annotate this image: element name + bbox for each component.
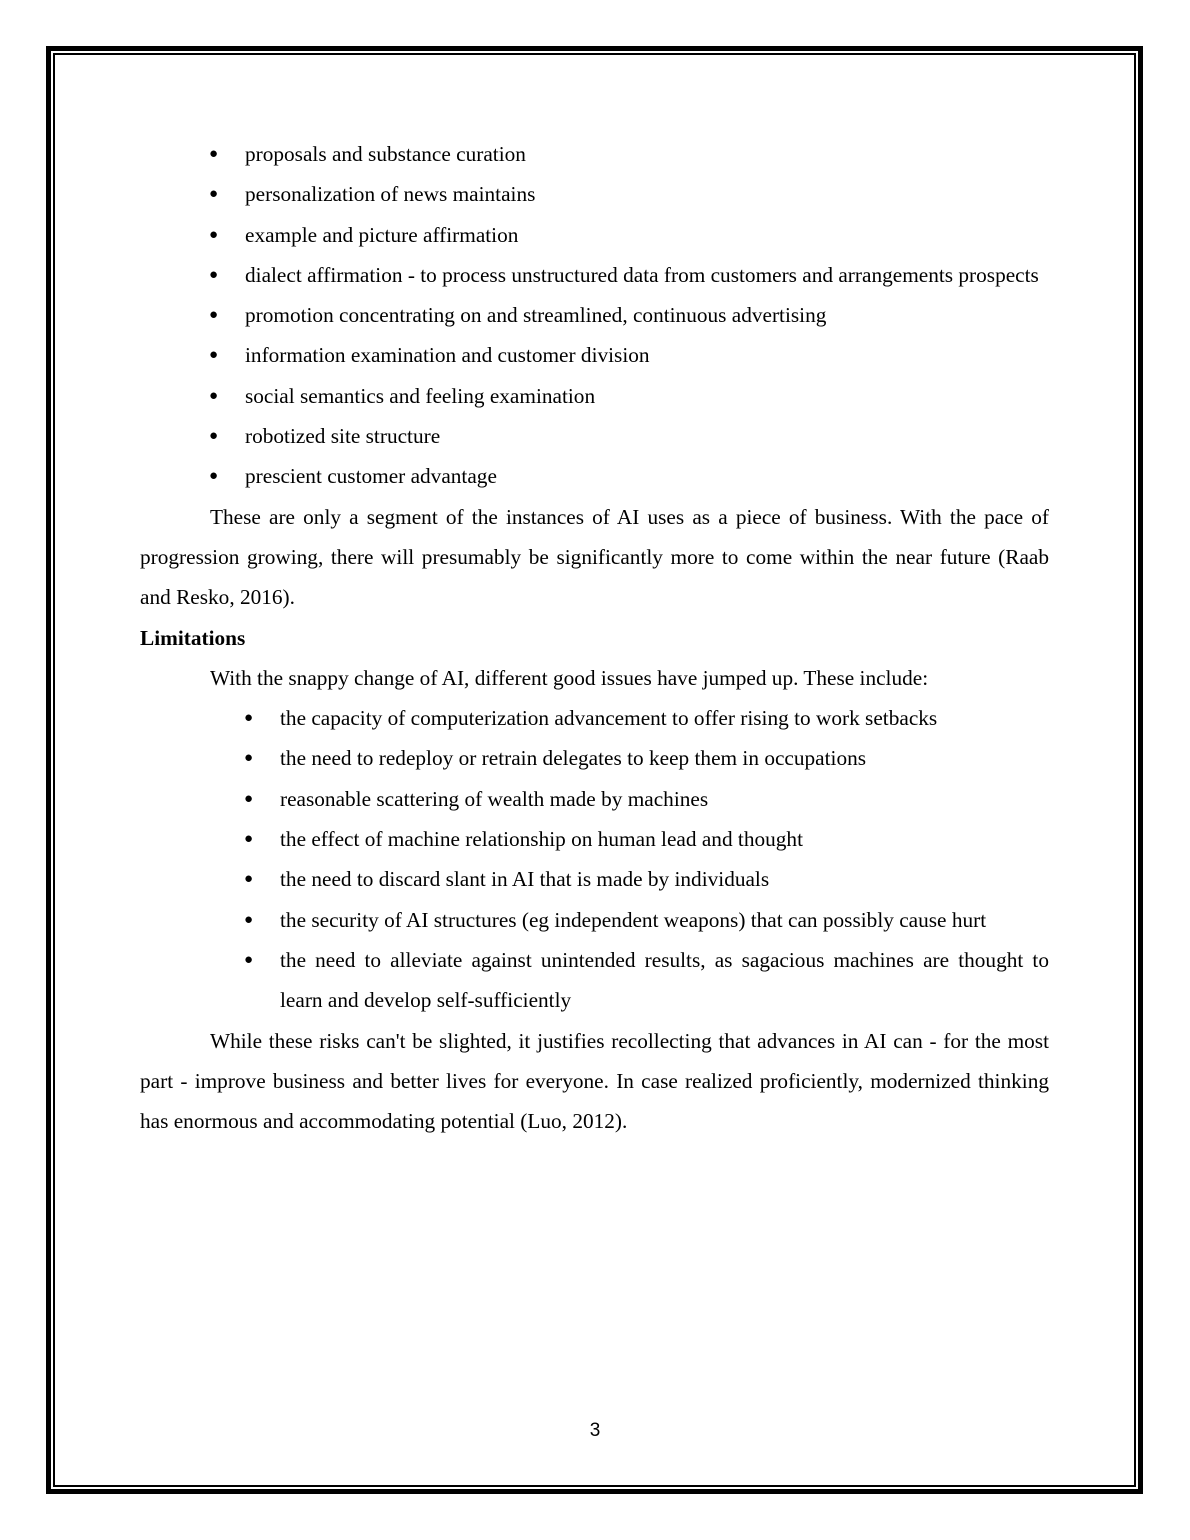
list-item: ● the effect of machine relationship on human lead and thought (140, 819, 1049, 859)
list-item: ● dialect affirmation - to process unstructured data from customers and arrangements prospects (140, 255, 1049, 295)
bullet-icon: ● (244, 871, 254, 888)
paragraph-conclusion: While these risks can't be slighted, it justifies recollecting that advances in AI can - for the most part - improve business and better lives for everyone. In case realized proficiently, modernized thinking has enormous and accommodating potential (Luo, 2012). (140, 1028, 1049, 1134)
paragraph-ai-uses-summary: These are only a segment of the instances of AI uses as a piece of business. With the pace of progression growing, there will presumably be significantly more to come within the near future (Raab and Resko, 2016). (140, 504, 1049, 610)
list-item: ● the security of AI structures (eg independent weapons) that can possibly cause hurt (140, 900, 1049, 940)
bullet-icon: ● (244, 790, 254, 807)
section-heading-limitations: Limitations (140, 625, 246, 650)
bullet-icon: ● (244, 831, 254, 848)
bullet-icon: ● (209, 226, 219, 243)
document-body (140, 134, 1049, 1141)
bullet-icon: ● (244, 710, 254, 727)
list-item: ● prescient customer advantage (140, 456, 1049, 496)
bullet-icon: ● (209, 387, 219, 404)
limitations-list (140, 698, 1049, 1020)
list-item: ● social semantics and feeling examination (140, 376, 1049, 416)
list-item: ● information examination and customer division (140, 335, 1049, 375)
bullet-icon: ● (209, 266, 219, 283)
list-item: ● proposals and substance curation (140, 134, 1049, 174)
bullet-icon: ● (209, 428, 219, 445)
list-item: ● the need to alleviate against unintended results, as sagacious machines are thought to learn and develop self-sufficiently (140, 940, 1049, 1021)
bullet-icon: ● (209, 146, 219, 162)
list-item: ● robotized site structure (140, 416, 1049, 456)
list-item: ● the need to redeploy or retrain delegates to keep them in occupations (140, 738, 1049, 778)
list-item: ● promotion concentrating on and streamlined, continuous advertising (140, 295, 1049, 335)
bullet-icon: ● (209, 468, 219, 485)
bullet-icon: ● (244, 951, 254, 968)
bullet-icon: ● (209, 307, 219, 324)
list-item: ● example and picture affirmation (140, 215, 1049, 255)
list-item: ● personalization of news maintains (140, 174, 1049, 214)
list-item: ● the need to discard slant in AI that is made by individuals (140, 859, 1049, 899)
ai-uses-list (140, 134, 1049, 497)
bullet-icon: ● (209, 186, 219, 203)
list-item: ● the capacity of computerization advancement to offer rising to work setbacks (140, 698, 1049, 738)
paragraph-limitations-intro: With the snappy change of AI, different good issues have jumped up. These include: (210, 665, 929, 690)
page-number: 3 (589, 1420, 601, 1441)
bullet-icon: ● (209, 347, 219, 364)
bullet-icon: ● (244, 911, 254, 928)
bullet-icon: ● (244, 750, 254, 767)
list-item: ● reasonable scattering of wealth made by machines (140, 779, 1049, 819)
